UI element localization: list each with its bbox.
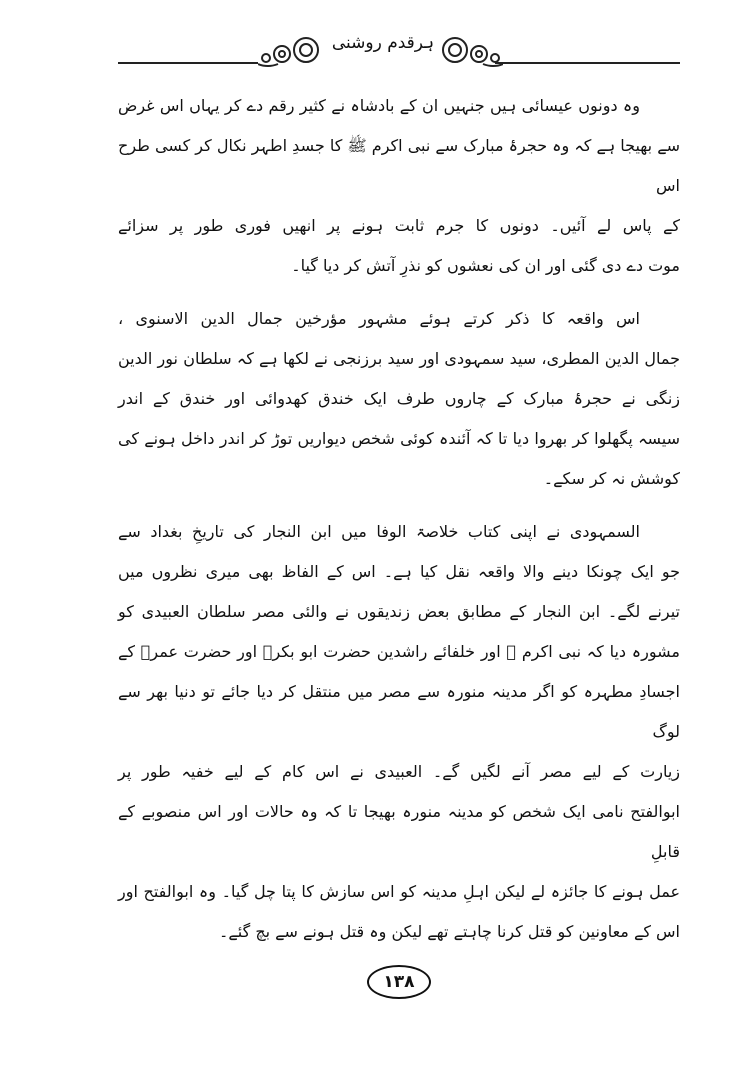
header-rule-left (118, 62, 258, 64)
text-line: عمل ہونے کا جائزہ لے لیکن اہلِ مدینہ کو اس سازش کا پتا چل گیا۔ وہ ابوالفتح اور (118, 882, 680, 901)
running-header (118, 22, 680, 72)
body-text (118, 86, 680, 952)
paragraph (118, 299, 680, 499)
text-line: موت دے دی گئی اور ان کی نعشوں کو نذرِ آتش کر دیا گیا۔ (291, 256, 680, 275)
text-line: تیرنے لگے۔ ابن النجار کے مطابق بعض زندیقوں نے والئی مصر سلطان العبیدی کو (118, 602, 680, 621)
page-number: ۱۳۸ (367, 965, 431, 999)
header-title: ہرقدم روشنی (331, 33, 435, 53)
text-line: کوشش نہ کر سکے۔ (543, 469, 680, 488)
paragraph (118, 86, 680, 286)
text-line: زیارت کے لیے مصر آنے لگیں گے۔ العبیدی نے اس کام کے لیے خفیہ طور پر (118, 762, 680, 781)
swirl-ornament-icon (258, 34, 323, 68)
page-body (118, 86, 680, 999)
text-line: اس واقعہ کا ذکر کرتے ہوئے مشہور مؤرخین جمال الدین الاسنوی ، (118, 309, 640, 328)
text-line: زنگی نے حجرۂ مبارک کے چاروں طرف ایک خندق کھدوائی اور خندق کے اندر (118, 389, 680, 408)
header-rule-right (495, 62, 680, 64)
text-line: اس کے معاونین کو قتل کرنا چاہتے تھے لیکن وہ قتل ہونے سے بچ گئے۔ (219, 922, 680, 941)
text-line: وہ دونوں عیسائی ہیں جنہیں ان کے بادشاہ نے کثیر رقم دے کر یہاں اس غرض (118, 96, 640, 115)
text-line: جو ایک چونکا دینے والا واقعہ نقل کیا ہے۔ اس کے الفاظ بھی میری نظروں میں (118, 562, 680, 581)
text-line: اجسادِ مطہرہ کو اگر مدینہ منورہ سے مصر میں منتقل کر دیا جائے تو دنیا بھر سے لوگ (118, 682, 680, 741)
text-line: سے بھیجا ہے کہ وہ حجرۂ مبارک سے نبی اکرم ﷺ کا جسدِ اطہر نکال کر کسی طرح اس (118, 136, 680, 195)
text-line: سیسہ پگھلوا کر بھروا دیا تا کہ آئندہ کوئی شخص دیواریں توڑ کر اندر داخل ہونے کی (118, 429, 680, 448)
text-line: السمہودی نے اپنی کتاب خلاصۃ الوفا میں ابن النجار کی تاریخِ بغداد سے (118, 522, 640, 541)
text-line: مشورہ دیا کہ نبی اکرم ﷺ اور خلفائے راشدین حضرت ابو بکرؓ اور حضرت عمرؓ کے (118, 642, 680, 661)
paragraph (118, 512, 680, 952)
text-line: کے پاس لے آئیں۔ دونوں کا جرم ثابت ہونے پر انھیں فوری طور پر سزائے (118, 216, 680, 235)
swirl-ornament-icon (438, 34, 503, 68)
text-line: ابوالفتح نامی ایک شخص کو مدینہ منورہ بھیجا تا کہ وہ حالات اور اس منصوبے کے قابلِ (118, 802, 680, 861)
text-line: جمال الدین المطری، سید سمہودی اور سید برزنجی نے لکھا ہے کہ سلطان نور الدین (118, 349, 680, 368)
